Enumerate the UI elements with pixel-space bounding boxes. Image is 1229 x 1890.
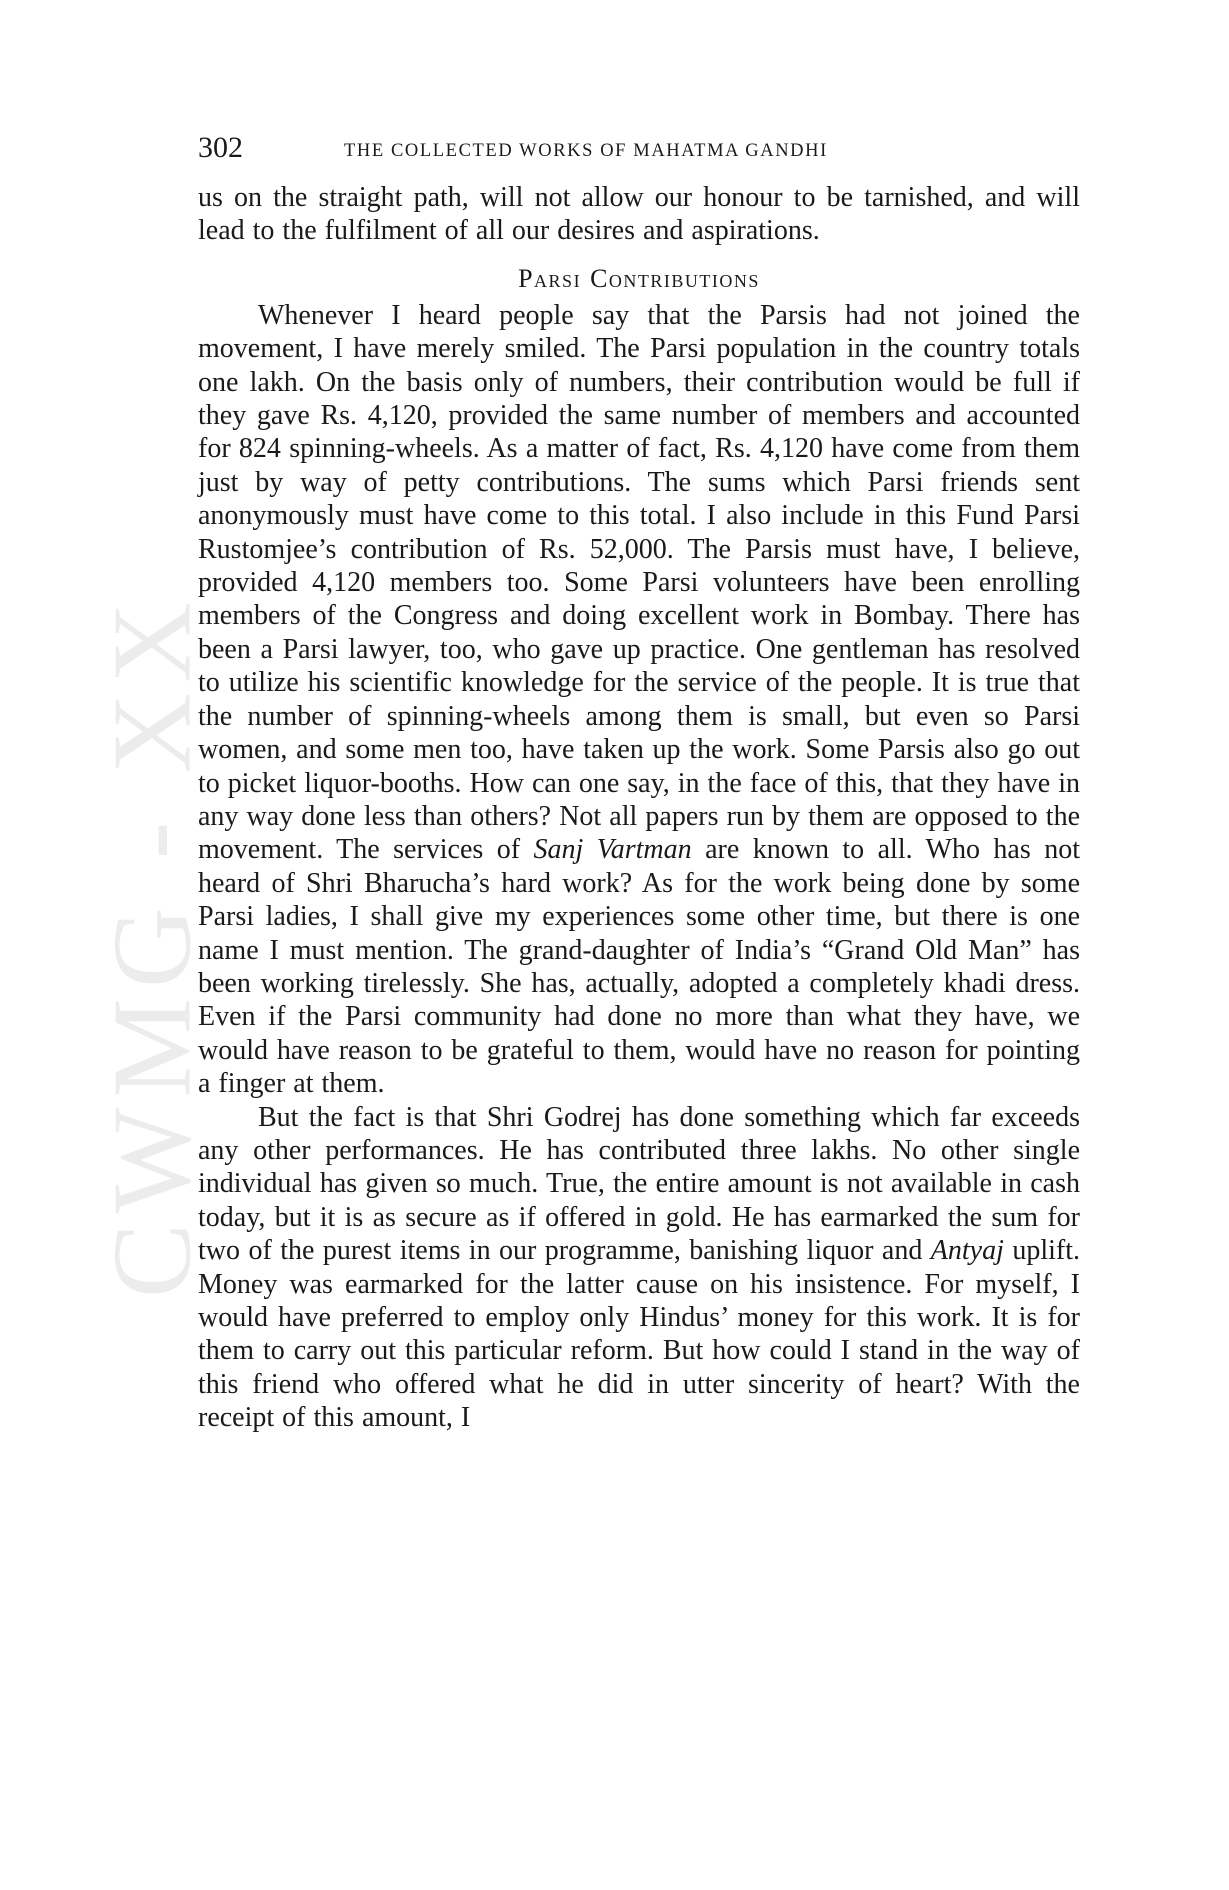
paragraph-continued: us on the straight path, will not allow our honour to be tarnished, and will lead to the fulfilment of all our desires and aspirations. — [198, 182, 1080, 247]
watermark — [90, 530, 215, 1360]
watermark-text: CWMG - XX — [90, 592, 215, 1298]
newspaper-title: Sanj Vartman — [533, 834, 692, 866]
paragraph-text: But the fact is that Shri Godrej has done something which far exceeds any other performances. He has contributed three lakhs. No other single individual has given so much. True, the entire amount is not available in cash today, but it is as secure as if offered in gold. He has earmarked the sum for two of the purest items in our programme, banishing liquor and — [198, 1101, 1080, 1267]
page-number: 302 — [198, 131, 243, 164]
section-heading: Parsi Contributions — [518, 263, 760, 293]
paragraph-text: uplift. Money was earmarked for the latter cause on his insistence. For myself, I would have preferred to employ only Hindus’ money for this work. It is for them to carry out this particular reform. But how could I stand in the way of this friend who offered what he did in utter sincerity of heart? With the receipt of this amount, I — [198, 1235, 1080, 1434]
running-head: THE COLLECTED WORKS OF MAHATMA GANDHI — [344, 141, 828, 161]
page-header — [198, 128, 1080, 168]
italic-term: Antyaj — [930, 1235, 1004, 1267]
paragraph-text: are known to all. Who has not heard of Shri Bharucha’s hard work? As for the work being done by some Parsi ladies, I shall give my experiences some other time, but there is one name I must mention. The grand-daughter of India’s “Grand Old Man” has been working tirelessly. She has, actually, adopted a completely khadi dress. Even if the Parsi community had done no more than what they have, we would have reason to be grateful to them, would have no reason for pointing a finger at them. — [198, 834, 1080, 1100]
paragraph-parsi-contributions — [198, 299, 1080, 1101]
paragraph-godrej — [198, 1101, 1080, 1435]
page-body — [198, 181, 1080, 1435]
paragraph-text: Whenever I heard people say that the Parsis had not joined the movement, I have merely smiled. The Parsi population in the country totals one lakh. On the basis only of numbers, their contribution would be full if they gave Rs. 4,120, provided the same number of members and accounted for 824 spinning-wheels. As a matter of fact, Rs. 4,120 have come from them just by way of petty contributions. The sums which Parsi friends sent anonymously must have come to this total. I also include in this Fund Parsi Rustomjee’s contribution of Rs. 52,000. The Parsis must have, I believe, provided 4,120 members too. Some Parsi volunteers have been enrolling members of the Congress and doing excellent work in Bombay. There has been a Parsi lawyer, too, who gave up practice. One gentleman has resolved to utilize his scientific knowledge for the service of the people. It is true that the number of spinning-wheels among them is small, but even so Parsi women, and some men too, have taken up the work. Some Parsis also go out to picket liquor-booths. How can one say, in the face of this, that they have in any way done less than others? Not all papers run by them are opposed to the movement. The services of — [198, 299, 1080, 866]
